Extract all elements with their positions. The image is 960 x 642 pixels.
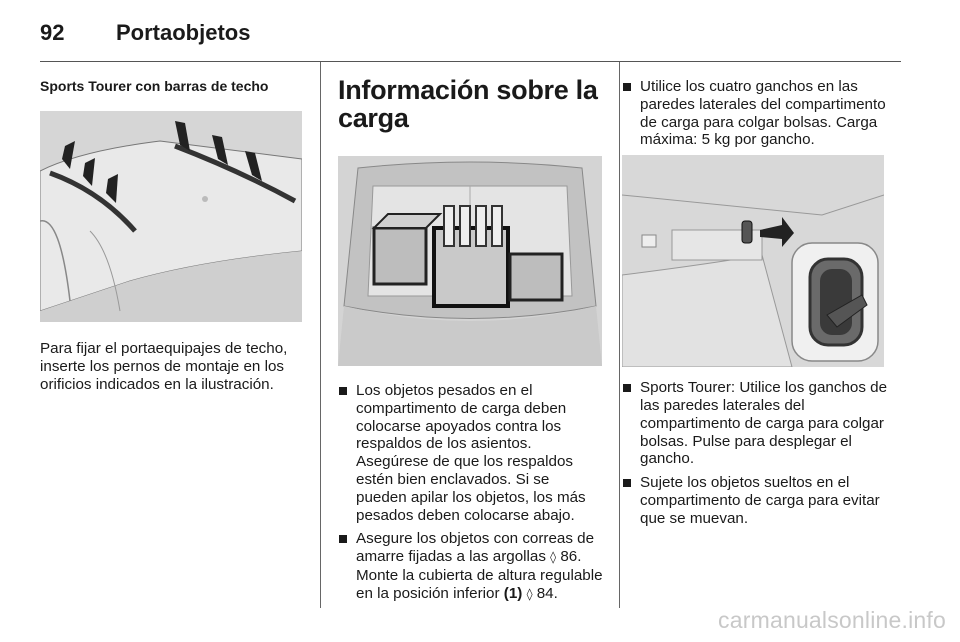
list-item: Los objetos pesados en el compartimento de carga deben colocarse apoyados contra los respaldos de los asientos. Asegúrese de que los respaldos estén bien enclavados. Si se pueden apilar los objetos, los más pesados deben colocarse abajo. bbox=[338, 382, 604, 524]
list-item: Asegure los objetos con correas de amarre fijadas a las argollas ◊ 86. Monte la cubierta de altura regulable en la posición inferior (1) ◊ 84. bbox=[338, 530, 604, 603]
cargo-box-right bbox=[510, 254, 562, 300]
column-divider bbox=[619, 62, 620, 608]
bullet-square-icon bbox=[623, 479, 631, 487]
section-title: Portaobjetos bbox=[116, 20, 251, 45]
heading-line-1: Información sobre la bbox=[338, 75, 598, 105]
page-ref-icon: ◊ bbox=[550, 550, 557, 565]
section-heading bbox=[338, 76, 604, 132]
column-load-info bbox=[338, 70, 604, 610]
subheading-roof-bars: Sports Tourer con barras de techo bbox=[40, 78, 269, 94]
column-hooks bbox=[622, 70, 902, 534]
list-item: Sports Tourer: Utilice los ganchos de las paredes laterales del compartimento de carga para colgar bolsas. Pulse para desplegar el gancho. bbox=[622, 379, 902, 468]
hooks-list-bottom bbox=[622, 379, 902, 527]
roof-rack-instructions: Para fijar el portaequipajes de techo, inserte los pernos de montaje en los orificios indicados en la ilustración. bbox=[40, 340, 288, 393]
cargo-illustration bbox=[338, 156, 602, 366]
watermark: carmanualsonline.info bbox=[718, 607, 946, 633]
figure-hook bbox=[622, 155, 884, 367]
page-number: 92 bbox=[40, 20, 65, 45]
figure-cargo-boxes bbox=[338, 156, 602, 366]
page-ref-link[interactable]: 86. bbox=[560, 548, 582, 566]
load-info-list bbox=[338, 382, 604, 604]
column-roof-racks bbox=[40, 70, 304, 393]
hooks-list-top bbox=[622, 78, 902, 149]
column-divider bbox=[320, 62, 321, 608]
bullet-square-icon bbox=[623, 83, 631, 91]
cargo-box-left bbox=[374, 228, 426, 284]
page-ref-icon: ◊ bbox=[526, 586, 533, 601]
page-ref-link[interactable]: 84. bbox=[536, 584, 558, 602]
hook-illustration bbox=[622, 155, 884, 367]
list-item: Sujete los objetos sueltos en el compartimento de carga para evitar que se muevan. bbox=[622, 474, 902, 527]
header-rule bbox=[40, 61, 901, 62]
bullet-square-icon bbox=[339, 535, 347, 543]
figure-roof-bars bbox=[40, 111, 302, 322]
hook-small bbox=[742, 221, 752, 243]
list-item: Utilice los cuatro ganchos en las paredes laterales del compartimento de carga para colgar bolsas. Carga máxima: 5 kg por gancho. bbox=[622, 78, 902, 149]
heading-line-2: carga bbox=[338, 103, 409, 133]
bullet-square-icon bbox=[339, 387, 347, 395]
bullet-square-icon bbox=[623, 384, 631, 392]
roof-illustration bbox=[40, 111, 302, 322]
